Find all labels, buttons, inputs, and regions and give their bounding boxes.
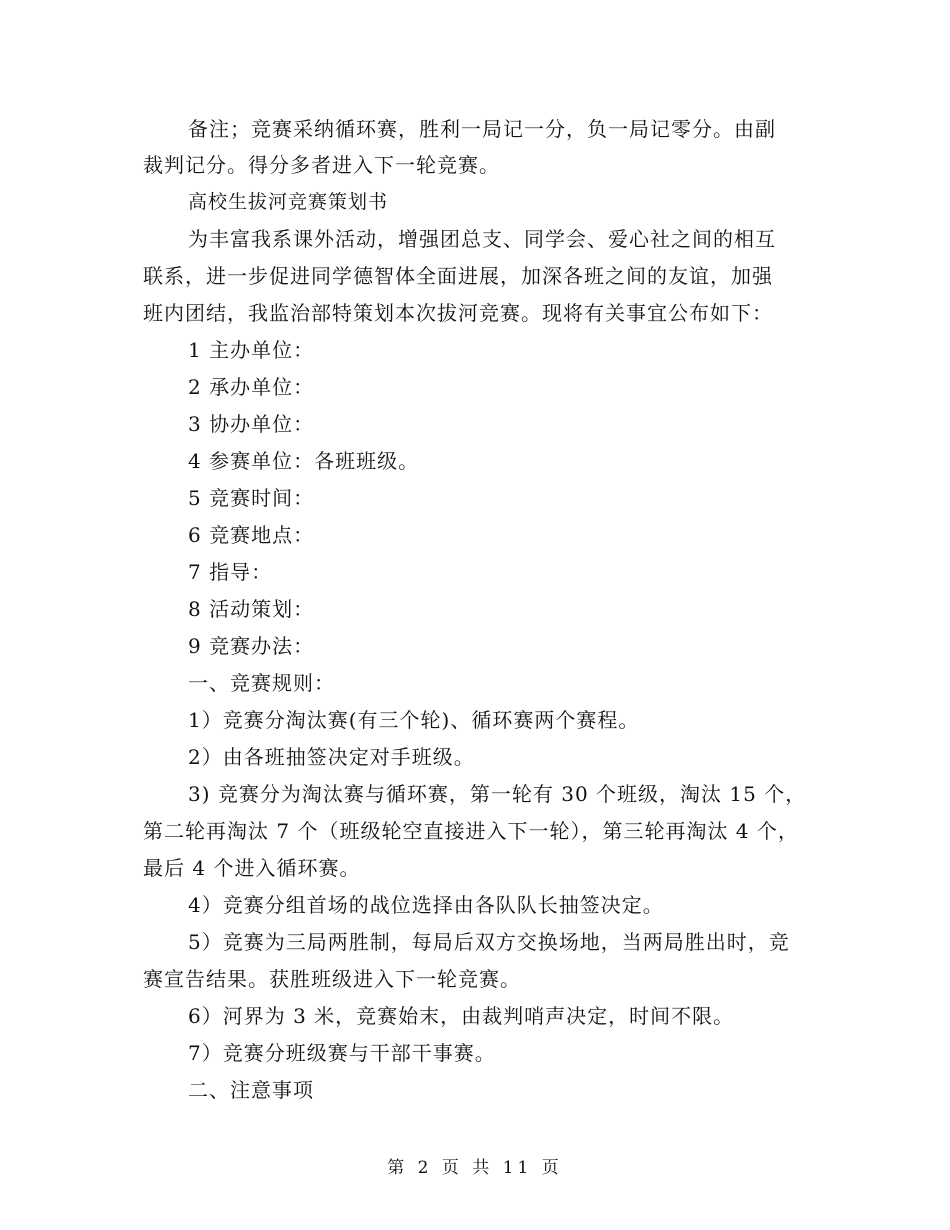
rule-item: 7）竞赛分班级赛与干部干事赛。 [188, 1041, 496, 1065]
list-item: 1 主办单位： [188, 338, 315, 362]
rule-item: 3) 竞赛分为淘汰赛与循环赛，第一轮有 30 个班级，淘汰 15 个， [188, 782, 807, 806]
list-item: 4 参赛单位：各班班级。 [188, 449, 420, 473]
paragraph-line: 班内团结，我监治部特策划本次拔河竞赛。现将有关事宜公布如下： [143, 301, 773, 325]
section-heading: 二、注意事项 [188, 1078, 314, 1102]
paragraph-line: 裁判记分。得分多者进入下一轮竞赛。 [143, 153, 500, 177]
section-heading: 一、竞赛规则： [188, 671, 335, 695]
list-item: 8 活动策划： [188, 597, 315, 621]
paragraph-line: 第二轮再淘汰 7 个（班级轮空直接进入下一轮），第三轮再淘汰 4 个， [143, 819, 799, 843]
paragraph-line: 为丰富我系课外活动，增强团总支、同学会、爱心社之间的相互 [188, 227, 776, 251]
list-item: 9 竞赛办法： [188, 634, 315, 658]
rule-item: 1）竞赛分淘汰赛(有三个轮)、循环赛两个赛程。 [188, 708, 640, 732]
list-item: 2 承办单位： [188, 375, 315, 399]
rule-item: 4）竞赛分组首场的战位选择由各队队长抽签决定。 [188, 893, 664, 917]
paragraph-line: 赛宣告结果。获胜班级进入下一轮竞赛。 [143, 967, 521, 991]
list-item: 3 协办单位： [188, 412, 315, 436]
paragraph-line: 最后 4 个进入循环赛。 [143, 856, 361, 880]
paragraph-line: 备注；竞赛采纳循环赛，胜利一局记一分，负一局记零分。由副 [188, 117, 776, 141]
list-item: 7 指导： [188, 560, 273, 584]
rule-item: 5）竞赛为三局两胜制，每局后双方交换场地，当两局胜出时，竞 [188, 930, 790, 954]
list-item: 6 竞赛地点： [188, 523, 315, 547]
paragraph-line: 联系，进一步促进同学德智体全面进展，加深各班之间的友谊，加强 [143, 264, 773, 288]
document-title: 高校生拔河竞赛策划书 [188, 191, 389, 213]
page-number: 第 2 页 共 11 页 [387, 1158, 563, 1178]
list-item: 5 竞赛时间： [188, 486, 315, 510]
rule-item: 6）河界为 3 米，竞赛始末，由裁判哨声决定，时间不限。 [188, 1004, 735, 1028]
rule-item: 2）由各班抽签决定对手班级。 [188, 745, 475, 769]
